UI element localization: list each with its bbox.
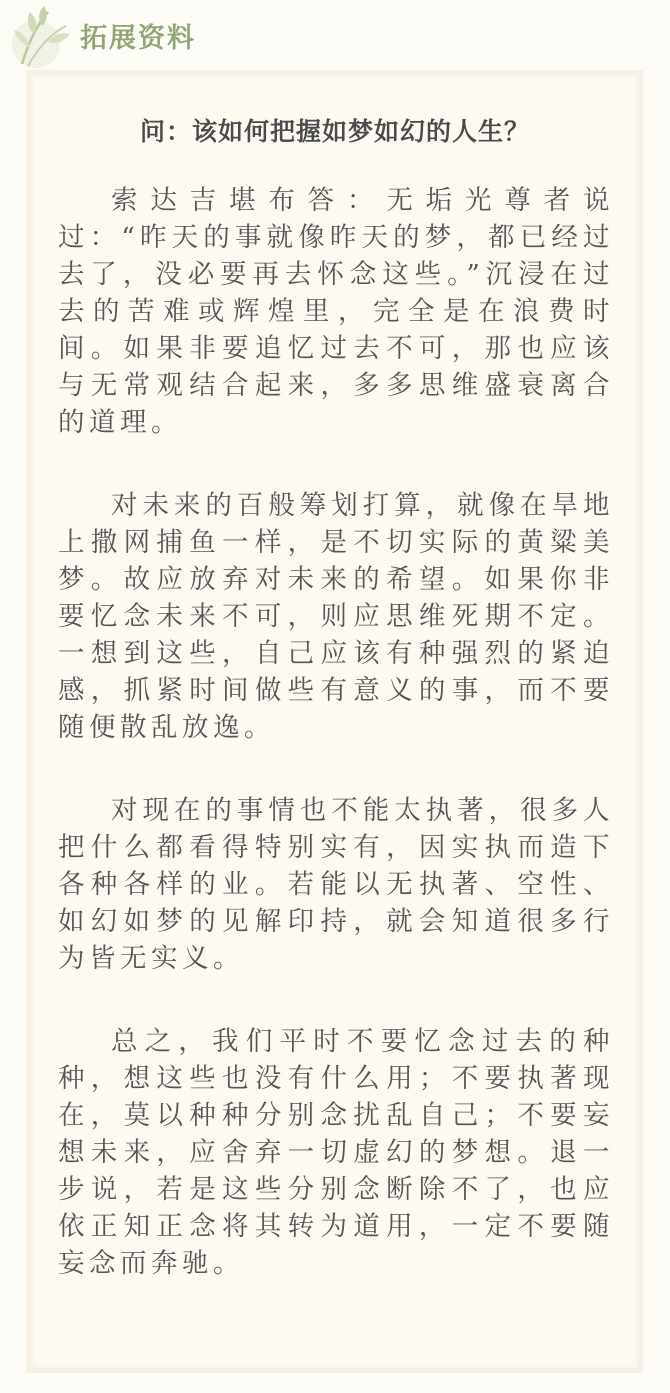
header [0,0,670,80]
paragraph: 总之，我们平时不要忆念过去的种种，想这些也没有什么用；不要执著现在，莫以种种分别念扰乱自己；不要妄想未来，应舍弃一切虚幻的梦想。退一步说，若是这些分别念断除不了，也应依正知正念将其转为道用，一定不要随妄念而奔驰。 [58,1026,614,1279]
question-heading: 问：该如何把握如梦如幻的人生？ [139,117,530,146]
answer-body [58,182,614,1328]
paragraph: 对未来的百般筹划打算，就像在旱地上撒网捕鱼一样，是不切实际的黄粱美梦。故应放弃对未来的希望。如果你非要忆念未来不可，则应思维死期不定。一想到这些，自己应该有种强烈的紧迫感，抓紧时间做些有意义的事，而不要随便散乱放逸。 [58,490,614,743]
wheat-leaf-icon [8,4,78,72]
paragraph: 对现在的事情也不能太执著，很多人把什么都看得特别实有，因实执而造下各种各样的业。若能以无执著、空性、如幻如梦的见解印持，就会知道很多行为皆无实义。 [58,795,614,974]
paragraph: 索达吉堪布答：无垢光尊者说过：“昨天的事就像昨天的梦，都已经过去了，没必要再去怀念这些。”沉浸在过去的苦难或辉煌里，完全是在浪费时间。如果非要追忆过去不可，那也应该与无常观结合起来，多多思维盛衰离合的道理。 [58,185,614,438]
section-title: 拓展资料 [80,23,196,54]
